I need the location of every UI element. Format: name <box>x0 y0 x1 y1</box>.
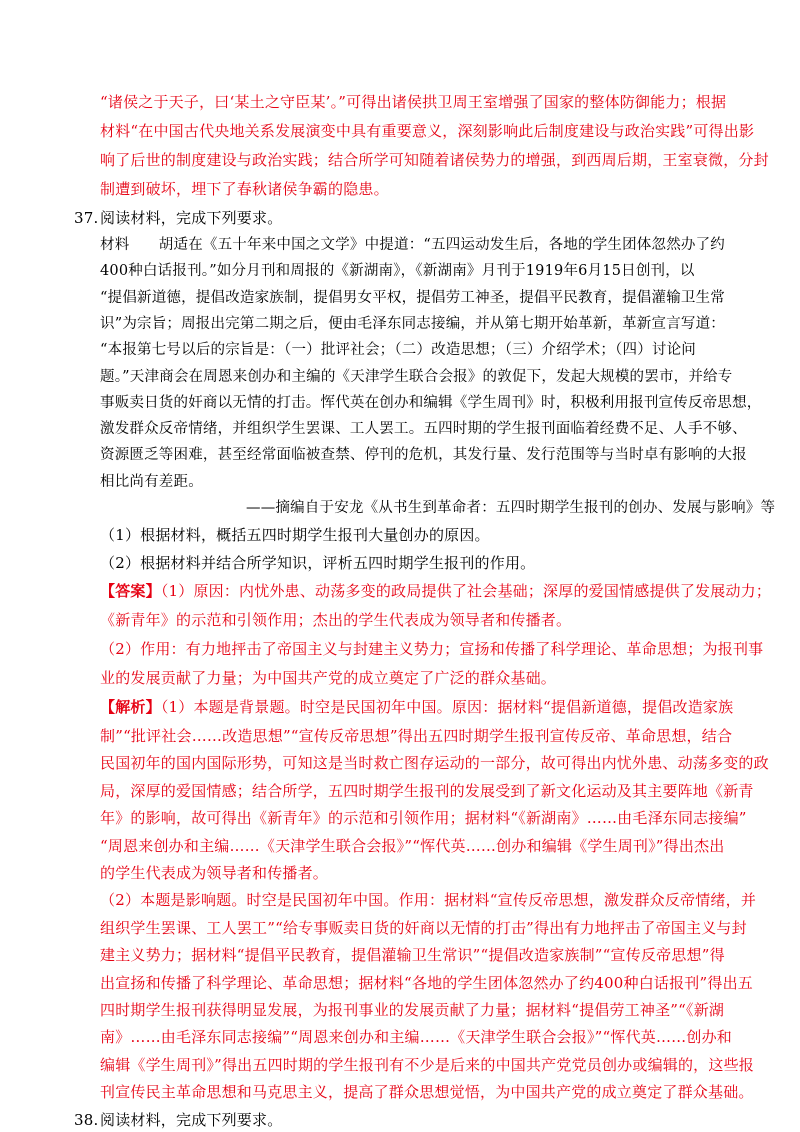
analysis-line: （2）本题是影响题。时空是民国初年中国。作用：据材料“宣传反帝思想，激发群众反帝情绪，并 <box>100 891 757 910</box>
material-line: 事贩卖日货的奸商以无情的打击。恽代英在创办和编辑《学生周刊》时，积极利用报刊宣传反帝思想， <box>100 394 762 411</box>
material-line: 资源匮乏等困难，甚至经常面临被查禁、停刊的危机，其发行量、发行范围等与当时卓有影响的大报 <box>100 447 747 464</box>
analysis-line: 制”“批评社会……改造思想”“宣传反帝思想”得出五四时期学生报刊宣传反帝、革命思想，结合 <box>100 727 733 745</box>
q36-analysis-line: 材料“在中国古代央地关系发展演变中具有重要意义，深刻影响此后制度建设与政治实践”可得出影 <box>100 122 755 140</box>
analysis-line: 的学生代表成为领导者和传播者。 <box>100 864 329 882</box>
answer-line-1-tag: 【答案】 <box>100 582 161 600</box>
answer-line-1 <box>100 581 771 601</box>
analysis-line: 组织学生罢课、工人罢工”“给专事贩卖日货的奸商以无情的打击”得出有力地抨击了帝国主义与封 <box>100 918 747 937</box>
q37-prompt: 阅读材料，完成下列要求。 <box>100 209 283 227</box>
answer-line: （2）作用：有力地抨击了帝国主义与封建主义势力；宣扬和传播了科学理论、革命思想；为报刊事 <box>100 640 764 658</box>
analysis-line-1-tag: 【解析】 <box>100 698 161 716</box>
analysis-line: “周恩来创办和主编……《天津学生联合会报》”“恽代英……创办和编辑《学生周刊》”得出杰出 <box>100 836 725 855</box>
analysis-line: 编辑《学生周刊》”得出五四时期的学生报刊有不少是后来的中国共产党党员创办或编辑的，这些报 <box>100 1055 754 1074</box>
question-1: （1）根据材料，概括五四时期学生报刊大量创办的原因。 <box>100 526 490 544</box>
material-line: “本报第七号以后的宗旨是：（一）批评社会；（二）改造思想；（三）介绍学术；（四）讨论问 <box>100 342 697 359</box>
q38-prompt: 阅读材料，完成下列要求。 <box>100 1110 283 1129</box>
q38-number: 38. <box>74 1110 99 1129</box>
analysis-line: 四时期学生报刊获得明显发展，为报刊事业的发展贡献了力量；据材料“提倡劳工神圣”“《新湖 <box>100 1001 725 1019</box>
question-2: （2）根据材料并结合所学知识，评析五四时期学生报刊的作用。 <box>100 554 536 572</box>
analysis-line: 民国初年的国内国际形势，可知这是当时救亡图存运动的一部分，故可得出内忧外患、动荡多变的政 <box>100 754 769 773</box>
q36-analysis-line: “诸侯之于天子，曰‘某土之守臣某’。”可得出诸侯拱卫周王室增强了国家的整体防御能力；根据 <box>100 93 727 111</box>
material-line: 相比尚有差距。 <box>100 473 203 490</box>
material-line: 题。”天津商会在周恩来创办和主编的《天津学生联合会报》的敦促下，发起大规模的罢市，并给专 <box>100 368 733 385</box>
analysis-line: 刊宣传民主革命思想和马克思主义，提高了群众思想觉悟，为中国共产党的成立奠定了群众基础。 <box>100 1083 754 1102</box>
analysis-line-1 <box>100 697 733 717</box>
answer-line-1-text: （1）原因：内忧外患、动荡多变的政局提供了社会基础；深厚的爱国情感提供了发展动力； <box>160 582 772 600</box>
answer-line: 业的发展贡献了力量；为中国共产党的成立奠定了广泛的群众基础。 <box>100 669 557 687</box>
analysis-line: 年》的影响，故可得出《新青年》的示范和引领作用；据材料“《新湖南》……由毛泽东同志接编” <box>100 809 747 828</box>
material-source: ——摘编自于安龙《从书生到革命者：五四时期学生报刊的创办、发展与影响》等 <box>246 500 776 516</box>
analysis-line: 南》……由毛泽东同志接编”“周恩来创办和主编……《天津学生联合会报》”“恽代英……创办和 <box>100 1028 732 1047</box>
analysis-line: 出宣扬和传播了科学理论、革命思想；据材料“各地的学生团体忽然办了约400种白话报刊”得出五 <box>100 973 753 992</box>
analysis-line: 建主义势力；据材料“提倡平民教育，提倡灌输卫生常识”“提倡改造家族制”“宣传反帝思想”得 <box>100 946 725 965</box>
answer-line: 《新青年》的示范和引领作用；杰出的学生代表成为领导者和传播者。 <box>100 611 572 629</box>
q37-number: 37. <box>74 209 99 227</box>
material-line: 400种白话报刊。”如分月刊和周报的《新湖南》，《新湖南》月刊于1919年6月15日创刊，以 <box>100 263 695 280</box>
q36-analysis-line: 响了后世的制度建设与政治实践；结合所学可知随着诸侯势力的增强，到西周后期，王室衰微，分封 <box>100 151 769 169</box>
material-line: 材料 胡适在《五十年来中国之文学》中提道：“五四运动发生后，各地的学生团体忽然办了约 <box>100 237 726 253</box>
analysis-line-1-text: （1）本题是背景题。时空是民国初年中国。原因：据材料“提倡新道德，提倡改造家族 <box>160 698 734 716</box>
q36-analysis-line: 制遭到破坏，埋下了春秋诸侯争霸的隐患。 <box>100 180 389 198</box>
material-line: 激发群众反帝情绪，并组织学生罢课、工人罢工。五四时期的学生报刊面临着经费不足、人手不够、 <box>100 421 747 438</box>
analysis-line: 局，深厚的爱国情感；结合所学，五四时期学生报刊的发展受到了新文化运动及其主要阵地《新青 <box>100 781 754 800</box>
material-line: “提倡新道德，提倡改造家族制，提倡男女平权，提倡劳工神圣，提倡平民教育，提倡灌输卫生常 <box>100 289 726 306</box>
material-line: 识”为宗旨；周报出完第二期之后，便由毛泽东同志接编，并从第七期开始革新，革新宣言写道： <box>100 315 726 332</box>
